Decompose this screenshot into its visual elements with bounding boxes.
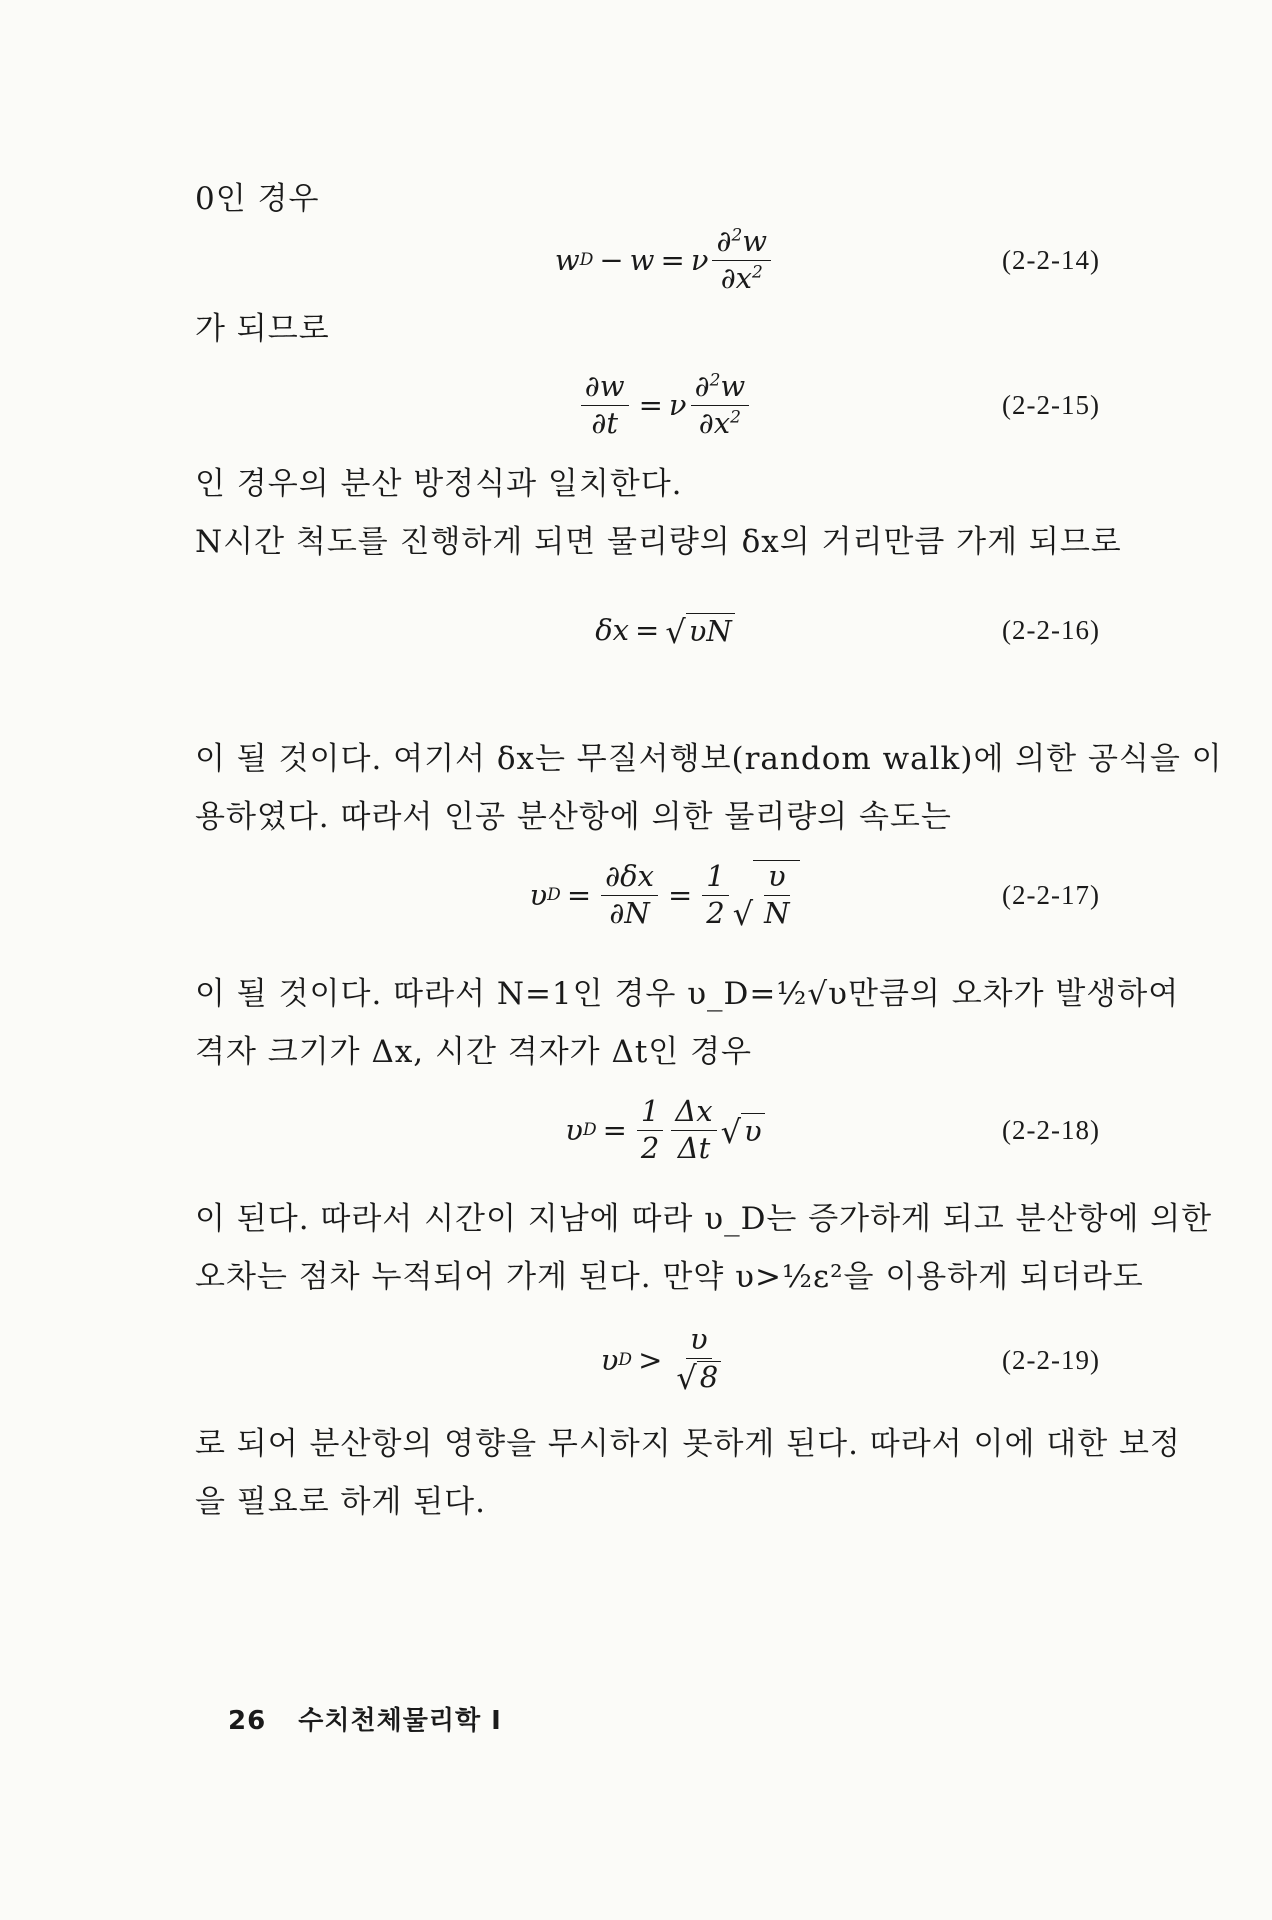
paragraph-3 xyxy=(195,455,1125,571)
equation-formula: $\frac{\partial w}{\partial t}$ = ν $\frac{\partial^2w}{\partial x^2}$ xyxy=(380,360,950,450)
text-line: N시간 척도를 진행하게 되면 물리량의 δx의 거리만큼 가게 되므로 xyxy=(195,524,1122,560)
equation-number: (2-2-17) xyxy=(1002,879,1100,910)
text-line: 0인 경우 xyxy=(195,181,320,217)
text-line: 이 될 것이다. 따라서 N=1인 경우 υ_D=½√υ만큼의 오차가 발생하여 xyxy=(195,976,1180,1012)
text-line: 오차는 점차 누적되어 가게 된다. 만약 υ>½ε²을 이용하게 되더라도 xyxy=(195,1259,1144,1295)
equation-formula: δx = √ υN xyxy=(380,585,950,675)
paragraph-2 xyxy=(195,300,1125,358)
paragraph-4 xyxy=(195,730,1223,846)
paragraph-7 xyxy=(195,1415,1181,1531)
equation-2-2-16 xyxy=(380,585,1100,675)
equation-formula: υ D = $\frac{\partial\delta x}{\partial N}$ = $\frac{1}{2}$ √ $\frac{\upsilon}{N}$ xyxy=(380,850,950,940)
text-line: 격자 크기가 Δx, 시간 격자가 Δt인 경우 xyxy=(195,1034,752,1070)
equation-number: (2-2-18) xyxy=(1002,1114,1100,1145)
book-title: 수치천체물리학 I xyxy=(298,1706,502,1736)
equation-formula: υ D > υ √ 8 xyxy=(380,1315,950,1405)
text-line: 용하였다. 따라서 인공 분산항에 의한 물리량의 속도는 xyxy=(195,799,952,835)
text-line: 인 경우의 분산 방정식과 일치한다. xyxy=(195,466,683,502)
text-line: 이 된다. 따라서 시간이 지남에 따라 υ_D는 증가하게 되고 분산항에 의한 xyxy=(195,1201,1213,1237)
text-line: 로 되어 분산항의 영향을 무시하지 못하게 된다. 따라서 이에 대한 보정 xyxy=(195,1426,1181,1462)
equation-2-2-19 xyxy=(380,1315,1100,1405)
equation-2-2-18 xyxy=(380,1085,1100,1175)
equation-number: (2-2-15) xyxy=(1002,389,1100,420)
equation-formula: υ D = $\frac{1}{2}$ $\frac{\Delta x}{\Delta t}$ √ υ xyxy=(380,1085,950,1175)
text-line: 가 되므로 xyxy=(195,311,330,347)
equation-number: (2-2-16) xyxy=(1002,614,1100,645)
paragraph-5 xyxy=(195,965,1180,1081)
paragraph-6 xyxy=(195,1190,1213,1306)
equation-2-2-15 xyxy=(380,360,1100,450)
page-footer xyxy=(228,1700,502,1737)
equation-number: (2-2-19) xyxy=(1002,1344,1100,1375)
equation-2-2-17 xyxy=(380,850,1100,940)
page-number: 26 xyxy=(228,1706,267,1736)
text-line: 이 될 것이다. 여기서 δx는 무질서행보(random walk)에 의한 공식을 이 xyxy=(195,741,1223,777)
equation-number: (2-2-14) xyxy=(1002,244,1100,275)
equation-formula: w D − w = ν $\frac{\partial^2w}{\partial x^2}$ xyxy=(380,215,950,305)
equation-2-2-14 xyxy=(380,215,1100,305)
text-line: 을 필요로 하게 된다. xyxy=(195,1484,486,1520)
